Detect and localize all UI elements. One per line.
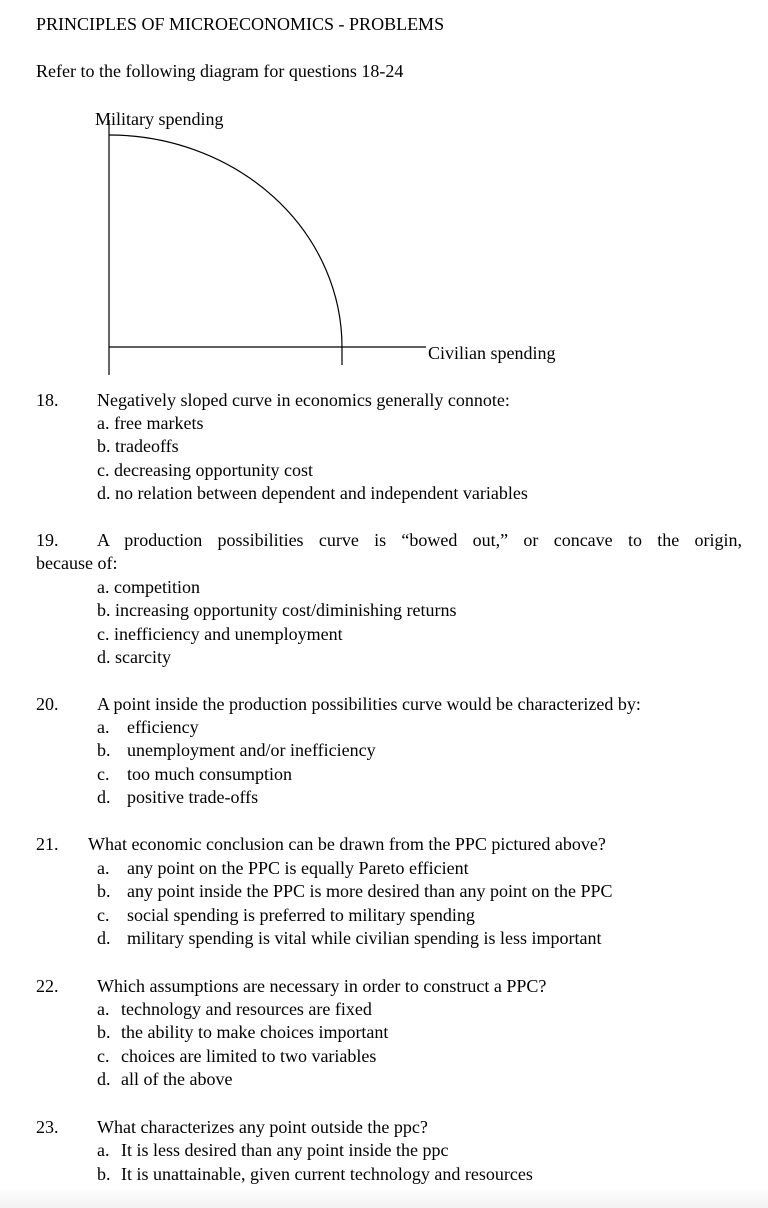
question-text: Which assumptions are necessary in order to construct a PPC? [97, 976, 547, 996]
ppc-curve [109, 135, 342, 365]
option-c[interactable]: c. social spending is preferred to military spending [97, 905, 475, 925]
option-a[interactable]: a. any point on the PPC is equally Pareto efficient [97, 858, 469, 878]
option-b[interactable]: b. increasing opportunity cost/diminishing returns [97, 600, 457, 620]
question-text: A point inside the production possibilities curve would be characterized by: [97, 694, 641, 714]
option-d[interactable]: d. positive trade-offs [97, 787, 259, 807]
option-a[interactable]: a. free markets [97, 413, 204, 433]
option-a[interactable]: a. efficiency [97, 717, 199, 737]
question-number: 22. [36, 976, 59, 996]
question-number: 20. [36, 694, 59, 714]
option-b[interactable]: b. unemployment and/or inefficiency [97, 740, 376, 760]
option-c[interactable]: c. decreasing opportunity cost [97, 460, 313, 480]
question-text-line1: A production possibilities curve is “bowed out,” or concave to the origin, [97, 530, 742, 550]
option-b[interactable]: b. the ability to make choices important [97, 1022, 389, 1042]
page-bottom-edge [0, 1188, 768, 1208]
option-a[interactable]: a. It is less desired than any point inside the ppc [97, 1140, 449, 1160]
option-b[interactable]: b. It is unattainable, given current technology and resources [97, 1164, 533, 1184]
intro-text: Refer to the following diagram for questions 18-24 [36, 61, 404, 81]
option-d[interactable]: d. military spending is vital while civilian spending is less important [97, 928, 602, 948]
question-text: Negatively sloped curve in economics generally connote: [97, 390, 510, 410]
option-d[interactable]: d. scarcity [97, 647, 171, 667]
option-a[interactable]: a. competition [97, 577, 200, 597]
option-c[interactable]: c. inefficiency and unemployment [97, 624, 343, 644]
option-d[interactable]: d. all of the above [97, 1069, 233, 1089]
option-c[interactable]: c. too much consumption [97, 764, 292, 784]
option-a[interactable]: a. technology and resources are fixed [97, 999, 372, 1019]
option-b[interactable]: b. tradeoffs [97, 436, 179, 456]
option-c[interactable]: c. choices are limited to two variables [97, 1046, 377, 1066]
question-number: 21. [36, 834, 59, 854]
question-text-line2: because of: [36, 553, 118, 573]
question-text: What economic conclusion can be drawn from the PPC pictured above? [88, 834, 606, 854]
question-number: 19. [36, 530, 59, 550]
question-text: What characterizes any point outside the ppc? [97, 1117, 428, 1137]
ppc-diagram [0, 100, 768, 375]
option-b[interactable]: b. any point inside the PPC is more desired than any point on the PPC [97, 881, 613, 901]
question-number: 23. [36, 1117, 59, 1137]
x-axis-label: Civilian spending [428, 343, 556, 363]
question-number: 18. [36, 390, 59, 410]
y-axis-label: Military spending [95, 109, 224, 129]
page-title: PRINCIPLES OF MICROECONOMICS - PROBLEMS [36, 14, 445, 34]
option-d[interactable]: d. no relation between dependent and independent variables [97, 483, 528, 503]
